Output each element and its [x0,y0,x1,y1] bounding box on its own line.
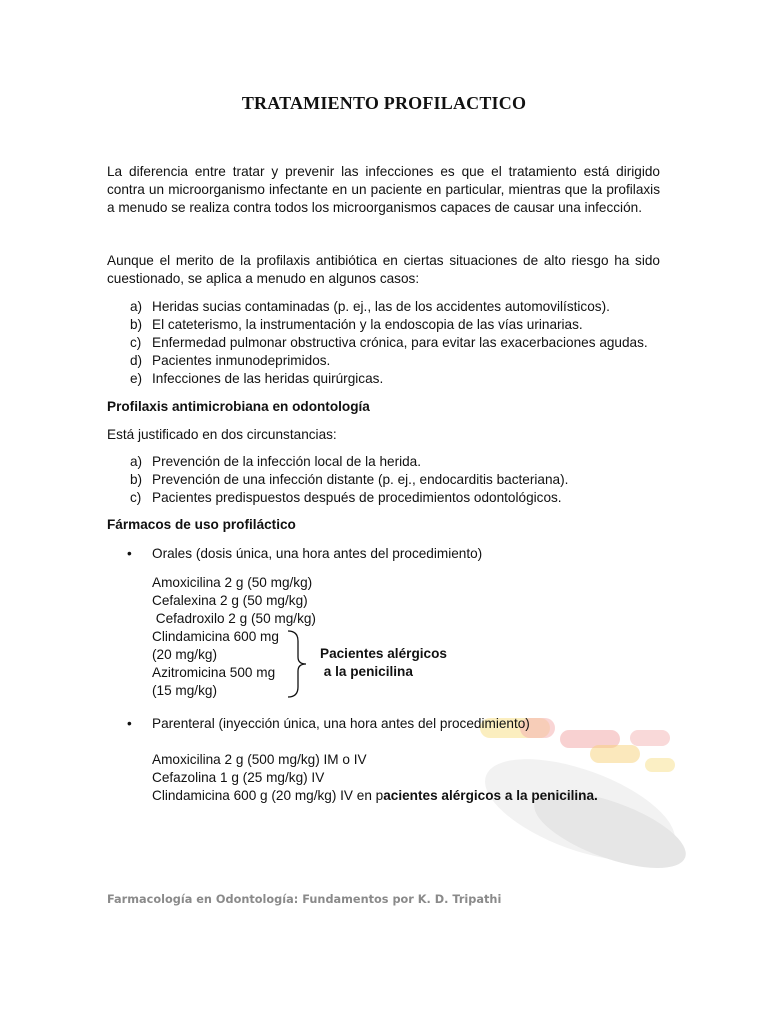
list-item: c) Enfermedad pulmonar obstructiva crónica, para evitar las exacerbaciones agudas. [130,335,648,350]
oral-drug: (20 mg/kg) [152,647,217,662]
parenteral-label: Parenteral (inyección única, una hora antes del procedimiento) [152,716,530,731]
curly-brace-icon [284,629,308,699]
oral-drug: Cefadroxilo 2 g (50 mg/kg) [152,611,316,626]
document-title: TRATAMIENTO PROFILACTICO [241,93,527,113]
merit-paragraph: Aunque el merito de la profilaxis antibiótica en ciertas situaciones de alto riesgo ha sido cuestionado, se aplica a menudo en algunos casos: [107,253,660,286]
list-item: b) Prevención de una infección distante (p. ej., endocarditis bacteriana). [130,472,569,487]
list-item: e) Infecciones de las heridas quirúrgicas. [130,371,384,386]
allergic-note-line1: Pacientes alérgicos [320,646,447,661]
oral-bullet-item [127,545,482,563]
parenteral-drug: Cefazolina 1 g (25 mg/kg) IV [152,770,325,785]
drugs-heading: Fármacos de uso profiláctico [107,517,296,532]
parenteral-drug-clindamicina: Clindamicina 600 g (20 mg/kg) IV en pacientes alérgicos a la penicilina. [152,788,598,803]
oral-drug: Amoxicilina 2 g (50 mg/kg) [152,575,313,590]
oral-drug: Clindamicina 600 mg [152,629,279,644]
cases-list [130,298,648,388]
oral-label: Orales (dosis única, una hora antes del procedimiento) [152,546,483,561]
list-item: a) Prevención de la infección local de la herida. [130,454,422,469]
justified-text: Está justificado en dos circunstancias: [107,427,337,442]
circumstances-list [130,453,568,507]
oral-drug: Azitromicina 500 mg [152,665,276,680]
intro-paragraph: La diferencia entre tratar y prevenir las infecciones es que el tratamiento está dirigido contra un microorganismo infectante en un paciente en particular, mientras que la profilaxis a menudo se realiza contra todos los microorganismos capaces de causar una infección. [107,164,660,215]
parenteral-drug: Amoxicilina 2 g (500 mg/kg) IM o IV [152,752,367,767]
oral-drug: Cefalexina 2 g (50 mg/kg) [152,593,308,608]
bullet-icon: • [127,716,132,731]
bullet-icon: • [127,546,132,561]
list-item: c) Pacientes predispuestos después de procedimientos odontológicos. [130,490,562,505]
odontology-heading: Profilaxis antimicrobiana en odontología [107,399,370,414]
allergic-note-line2: a la penicilina [320,664,413,679]
list-item: b) El cateterismo, la instrumentación y la endoscopia de las vías urinarias. [130,317,583,332]
oral-drug: (15 mg/kg) [152,683,217,698]
list-item: a) Heridas sucias contaminadas (p. ej., las de los accidentes automovilísticos). [130,299,610,314]
list-item: d) Pacientes inmunodeprimidos. [130,353,331,368]
footer-citation: Farmacología en Odontología: Fundamentos por K. D. Tripathi [107,893,502,906]
parenteral-bullet-item [127,715,530,733]
